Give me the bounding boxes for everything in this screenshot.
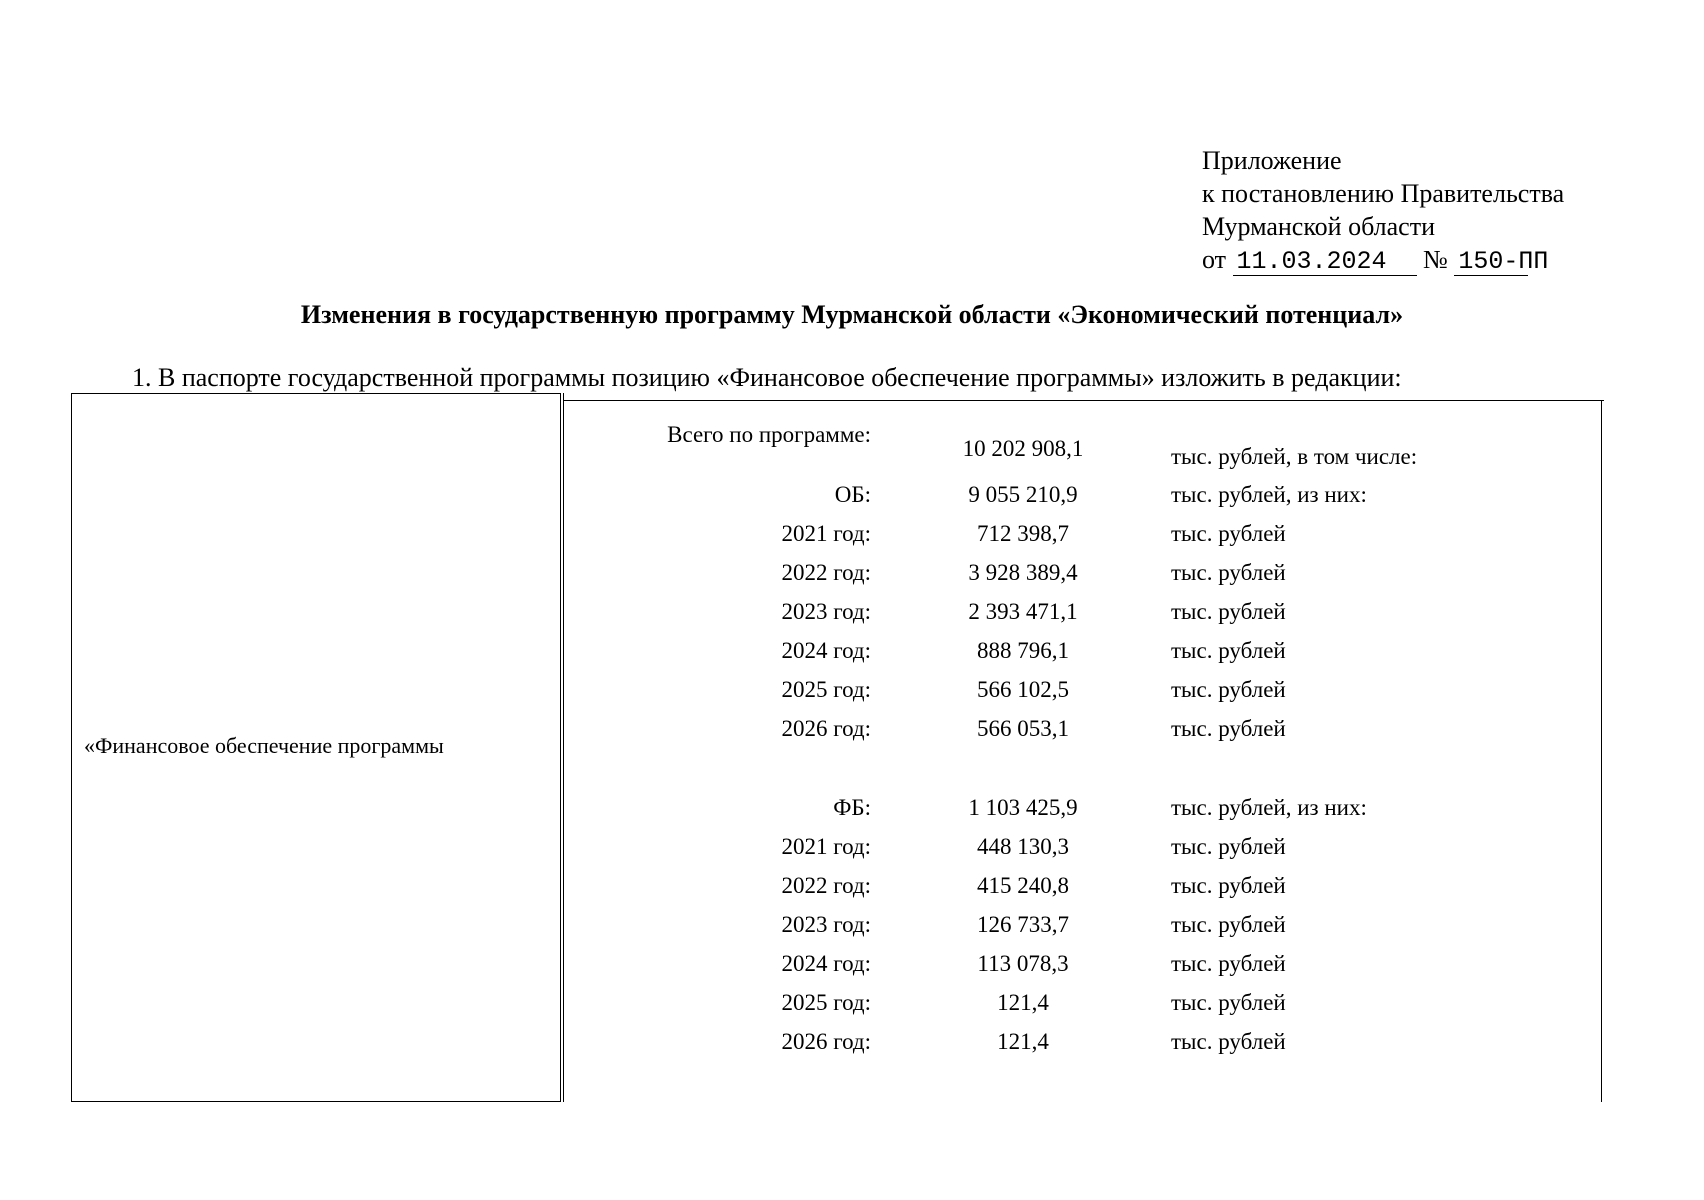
row-value: 415 240,8	[977, 873, 1069, 898]
table-row-ob-year	[563, 716, 1563, 746]
table-right-right-border	[1601, 400, 1602, 1102]
row-label: 2022 год:	[781, 560, 871, 585]
row-unit: тыс. рублей	[1171, 599, 1286, 624]
row-label: 2025 год:	[781, 677, 871, 702]
row-value: 126 733,7	[977, 912, 1069, 937]
row-value: 2 393 471,1	[968, 599, 1078, 624]
table-row-fb-year	[563, 1029, 1563, 1059]
appendix-line-2: к постановлению Правительства	[1202, 179, 1565, 208]
table-row-ob-year	[563, 521, 1563, 551]
appendix-date-line	[1202, 243, 1564, 276]
row-value: 121,4	[997, 990, 1049, 1015]
appendix-block	[1202, 144, 1564, 276]
row-unit: тыс. рублей	[1171, 912, 1286, 937]
table-row-ob-year	[563, 560, 1563, 590]
row-value: 121,4	[997, 1029, 1049, 1054]
row-label: 2025 год:	[781, 990, 871, 1015]
row-unit: тыс. рублей	[1171, 521, 1286, 546]
row-unit: тыс. рублей	[1171, 990, 1286, 1015]
row-value: 10 202 908,1	[962, 436, 1084, 461]
row-value: 3 928 389,4	[968, 560, 1078, 585]
table-row-ob	[563, 482, 1563, 512]
table-row-ob-year	[563, 599, 1563, 629]
row-unit: тыс. рублей	[1171, 834, 1286, 859]
row-value: 113 078,3	[977, 951, 1069, 976]
table-right-top-border	[563, 400, 1604, 401]
table-row-ob-year	[563, 677, 1563, 707]
table-row-fb-year	[563, 912, 1563, 942]
resolution-number: 150-ПП	[1454, 249, 1528, 276]
row-unit: тыс. рублей	[1171, 1029, 1286, 1054]
resolution-date: 11.03.2024	[1233, 249, 1417, 276]
row-unit: тыс. рублей, из них:	[1171, 795, 1367, 820]
row-label: 2021 год:	[781, 521, 871, 546]
document-title: Изменения в государственную программу Мурманской области «Экономический потенциал»	[300, 300, 1404, 329]
table-left-cell	[71, 393, 561, 1102]
date-prefix: от	[1202, 245, 1227, 274]
row-value: 448 130,3	[977, 834, 1069, 859]
row-label: 2021 год:	[781, 834, 871, 859]
row-unit: тыс. рублей	[1171, 873, 1286, 898]
row-unit: тыс. рублей, в том числе:	[1171, 444, 1418, 469]
financing-label: «Финансовое обеспечение программы	[84, 733, 444, 758]
row-label: 2022 год:	[781, 873, 871, 898]
table-row-fb-year	[563, 951, 1563, 981]
row-unit: тыс. рублей	[1171, 560, 1286, 585]
row-unit: тыс. рублей, из них:	[1171, 482, 1367, 507]
row-label: Всего по программе:	[667, 422, 871, 447]
row-value: 1 103 425,9	[968, 795, 1078, 820]
table-row-fb	[563, 795, 1563, 825]
table-row-fb-year	[563, 873, 1563, 903]
row-label: 2023 год:	[781, 599, 871, 624]
row-value: 566 102,5	[977, 677, 1069, 702]
row-unit: тыс. рублей	[1171, 716, 1286, 741]
number-prefix: №	[1423, 245, 1448, 274]
table-row-ob-year	[563, 638, 1563, 668]
row-value: 888 796,1	[977, 638, 1069, 663]
row-unit: тыс. рублей	[1171, 677, 1286, 702]
row-label: 2026 год:	[781, 1029, 871, 1054]
row-unit: тыс. рублей	[1171, 638, 1286, 663]
row-value: 566 053,1	[977, 716, 1069, 741]
row-label: 2026 год:	[781, 716, 871, 741]
row-value: 9 055 210,9	[968, 482, 1078, 507]
row-label: ОБ:	[834, 482, 871, 507]
row-label: ФБ:	[833, 795, 871, 820]
table-row-fb-year	[563, 990, 1563, 1020]
appendix-line-3: Мурманской области	[1202, 212, 1435, 241]
row-value: 712 398,7	[977, 521, 1069, 546]
intro-paragraph: 1. В паспорте государственной программы позицию «Финансовое обеспечение программы» изложить в редакции:	[132, 363, 1402, 392]
row-unit: тыс. рублей	[1171, 951, 1286, 976]
table-row-total	[563, 422, 1563, 469]
row-label: 2023 год:	[781, 912, 871, 937]
row-label: 2024 год:	[781, 638, 871, 663]
table-row-fb-year	[563, 834, 1563, 864]
row-label: 2024 год:	[781, 951, 871, 976]
appendix-line-1: Приложение	[1202, 146, 1342, 175]
